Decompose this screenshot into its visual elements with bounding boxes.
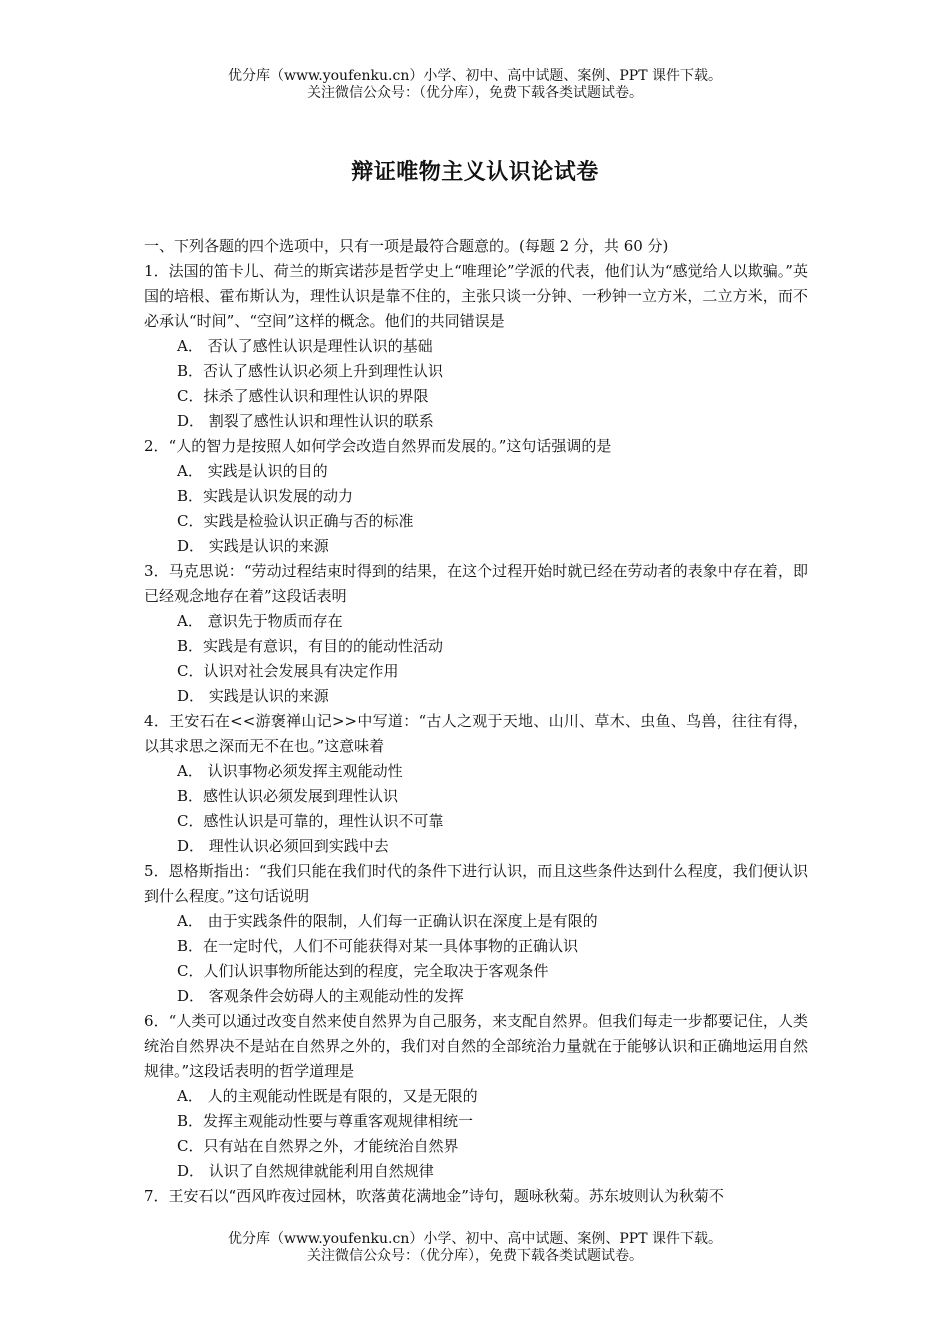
question-text: 3．马克思说：“劳动过程结束时得到的结果，在这个过程开始时就已经在劳动者的表象中存在着，即已经观念地存在着”这段话表明	[144, 562, 808, 605]
footer-line-1: 优分库（www.youfenku.cn）小学、初中、高中试题、案例、PPT 课件下载。	[227, 1231, 722, 1247]
option-d: D． 客观条件会妨碍人的主观能动性的发挥	[177, 987, 464, 1005]
option-a: A． 意识先于物质而存在	[177, 612, 343, 630]
question-text: 5．恩格斯指出：“我们只能在我们时代的条件下进行认识，而且这些条件达到什么程度，我们便认识到什么程度。”这句话说明	[144, 862, 808, 905]
question-text: 2．“人的智力是按照人如何学会改造自然界而发展的。”这句话强调的是	[144, 437, 612, 455]
question-6	[144, 1009, 808, 1184]
option-c: C．感性认识是可靠的，理性认识不可靠	[177, 812, 444, 830]
option-b: B．实践是认识发展的动力	[177, 487, 354, 505]
option-b: B．在一定时代，人们不可能获得对某一具体事物的正确认识	[177, 937, 579, 955]
option-a: A． 由于实践条件的限制，人们每一正确认识在深度上是有限的	[177, 912, 598, 930]
option-a: A． 认识事物必须发挥主观能动性	[177, 762, 403, 780]
option-d: D． 割裂了感性认识和理性认识的联系	[177, 412, 434, 430]
option-d: D． 认识了自然规律就能利用自然规律	[177, 1162, 434, 1180]
question-7	[144, 1184, 808, 1209]
question-1	[144, 259, 808, 434]
footer-line-2: 关注微信公众号：（优分库），免费下载各类试题试卷。	[307, 1248, 643, 1264]
page-title: 辩证唯物主义认识论试卷	[351, 159, 599, 185]
question-2	[144, 434, 808, 559]
header-line-2: 关注微信公众号：（优分库），免费下载各类试题试卷。	[307, 85, 643, 101]
option-c: C．实践是检验认识正确与否的标准	[177, 512, 414, 530]
exam-content	[144, 234, 808, 1209]
question-text: 1．法国的笛卡儿、荷兰的斯宾诺莎是哲学史上“唯理论”学派的代表，他们认为“感觉给人以欺骗。”英国的培根、霍布斯认为，理性认识是靠不住的，主张只谈一分钟、一秒钟一立方米，二立方米，而不必承认“时间”、“空间”这样的概念。他们的共同错误是	[144, 262, 808, 330]
option-a: A． 人的主观能动性既是有限的，又是无限的	[177, 1087, 478, 1105]
option-c: C．抹杀了感性认识和理性认识的界限	[177, 387, 429, 405]
option-b: B．发挥主观能动性要与尊重客观规律相统一	[177, 1112, 474, 1130]
header-line-1: 优分库（www.youfenku.cn）小学、初中、高中试题、案例、PPT 课件下载。	[227, 68, 722, 84]
option-b: B．实践是有意识，有目的的能动性活动	[177, 637, 444, 655]
question-text: 7．王安石以“西风昨夜过园林，吹落黄花满地金”诗句，题咏秋菊。苏东坡则认为秋菊不	[144, 1187, 724, 1205]
option-c: C．只有站在自然界之外，才能统治自然界	[177, 1137, 459, 1155]
section-heading: 一、下列各题的四个选项中，只有一项是最符合题意的。(每题 2 分，共 60 分)	[144, 237, 669, 255]
option-a: A． 否认了感性认识是理性认识的基础	[177, 337, 433, 355]
question-5	[144, 859, 808, 1009]
question-4	[144, 709, 808, 859]
option-d: D． 实践是认识的来源	[177, 537, 329, 555]
option-b: B．否认了感性认识必须上升到理性认识	[177, 362, 444, 380]
question-3	[144, 559, 808, 709]
option-c: C．人们认识事物所能达到的程度，完全取决于客观条件	[177, 962, 549, 980]
option-b: B．感性认识必须发展到理性认识	[177, 787, 399, 805]
question-text: 6．“人类可以通过改变自然来使自然界为自己服务，来支配自然界。但我们每走一步都要记住，人类统治自然界决不是站在自然界之外的，我们对自然的全部统治力量就在于能够认识和正确地运用自然规律。”这段话表明的哲学道理是	[144, 1012, 808, 1080]
question-text: 4．王安石在<<游褒禅山记>>中写道：“古人之观于天地、山川、草木、虫鱼、鸟兽，往往有得，以其求思之深而无不在也。”这意味着	[144, 712, 808, 755]
page-footer	[0, 1231, 950, 1265]
option-d: D． 实践是认识的来源	[177, 687, 329, 705]
page-header	[0, 68, 950, 102]
option-a: A． 实践是认识的目的	[177, 462, 328, 480]
option-d: D． 理性认识必须回到实践中去	[177, 837, 389, 855]
option-c: C．认识对社会发展具有决定作用	[177, 662, 399, 680]
